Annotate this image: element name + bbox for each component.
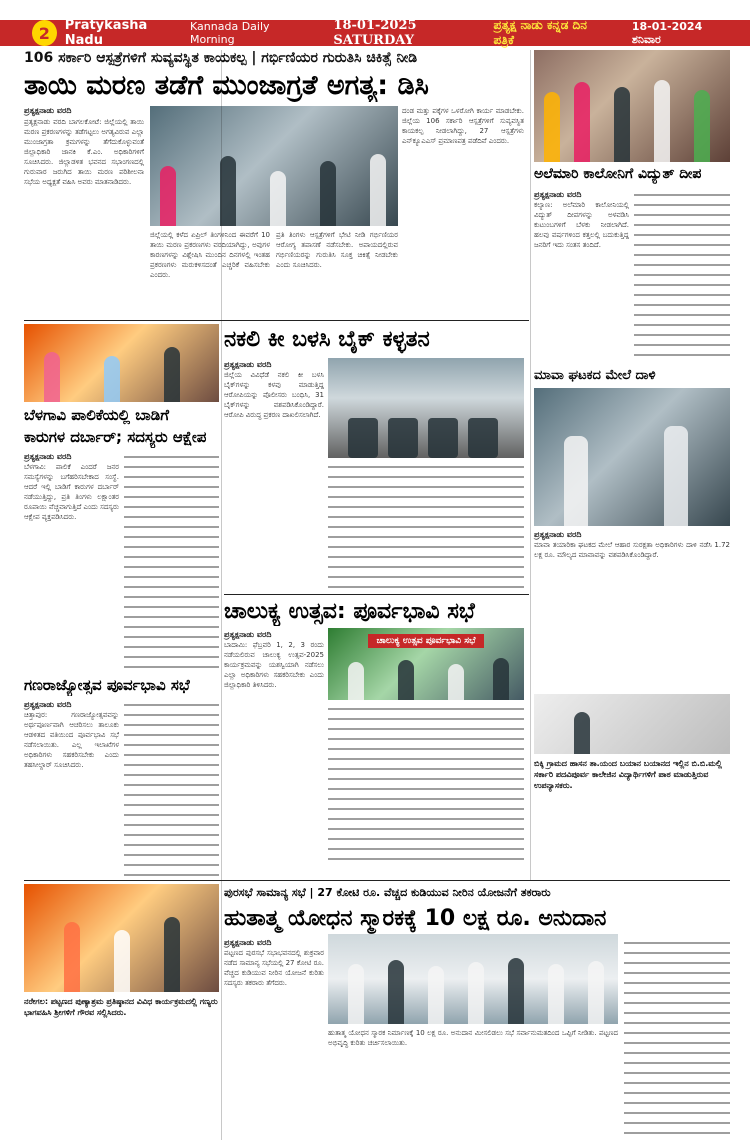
divider bbox=[24, 880, 730, 881]
column-rule bbox=[221, 50, 222, 1140]
paper-subtitle: Kannada Daily Morning bbox=[190, 20, 270, 46]
lead-headline: ತಾಯಿ ಮರಣ ತಡೆಗೆ ಮುಂಜಾಗ್ರತೆ ಅಗತ್ಯ: ಡಿಸಿ bbox=[24, 70, 429, 101]
kannada-date: 18-01-2024 ಶನಿವಾರ bbox=[631, 19, 703, 46]
purasabhe-kicker: ಪುರಸಭೆ ಸಾಮಾನ್ಯ ಸಭೆ | 27 ಕೋಟಿ ರೂ. ವೆಚ್ಚದ ಕುಡಿಯುವ ನೀರಿನ ಯೋಜನೆಗೆ ತಕರಾರು bbox=[224, 886, 551, 899]
ganaraj-byline: ಪ್ರತ್ಯಕ್ಷನಾಡು ವರದಿ bbox=[24, 700, 72, 709]
lead-text-col1: ಪ್ರತ್ಯಕ್ಷನಾಡು ವರದಿ ಬಾಗಲಕೋಟೆ: ಜಿಲ್ಲೆಯಲ್ಲಿ ತಾಯಿ ಮರಣ ಪ್ರಕರಣಗಳನ್ನು ತಡೆಗಟ್ಟಲು ಅಗತ್ಯವಿರುವ ಎಲ್ಲಾ ಮುಂಜಾಗ್ರತಾ ಕ್ರಮಗಳನ್ನು ತೆಗೆದುಕೊಳ್ಳುವಂತೆ ಜಿಲ್ಲಾಧಿಕಾರಿ ಜಾನಕಿ ಕೆ.ಎಂ. ಅಧಿಕಾರಿಗಳಿಗೆ ಸೂಚಿಸಿದರು. ಜಿಲ್ಲಾಡಳಿತ ಭವನದ ಸಭಾಂಗಣದಲ್ಲಿ ಗುರುವಾರ ಜರುಗಿದ ತಾಯಿ ಮರಣ ಪರಿಶೀಲನಾ ಸಭೆಯ ಅಧ್ಯಕ್ಷತೆ ವಹಿಸಿ ಅವರು ಮಾತನಾಡಿದರು. bbox=[24, 118, 144, 186]
ganaraj-text-col1: ಚಿತ್ತಾಪುರ: ಗಣರಾಜ್ಯೋತ್ಸವವನ್ನು ಅರ್ಥಪೂರ್ಣವಾಗಿ ಆಚರಿಸಲು ತಾಲೂಕು ಆಡಳಿತದ ವತಿಯಿಂದ ಪೂರ್ವಭಾವಿ ಸಭೆ ನಡೆಸಲಾಯಿತು. ಎಲ್ಲ ಇಲಾಖೆಗಳ ಅಧಿಕಾರಿಗಳು ಸಹಕರಿಸಬೇಕು ಎಂದು ತಹಸೀಲ್ದಾರ್ ಸೂಚಿಸಿದರು. bbox=[24, 711, 119, 769]
nakali-byline: ಪ್ರತ್ಯಕ್ಷನಾಡು ವರದಿ bbox=[224, 360, 272, 369]
alemari-text: ಕಲ್ಯಾಣ: ಅಲೆಮಾರಿ ಕಾಲೋನಿಯಲ್ಲಿ ವಿದ್ಯುತ್ ದೀಪಗಳನ್ನು ಅಳವಡಿಸಿ ಕುಟುಂಬಗಳಿಗೆ ಬೆಳಕು ನೀಡಲಾಗಿದೆ. ಹಲವು ವರ್ಷಗಳಿಂದ ಕತ್ತಲಲ್ಲಿ ಬದುಕುತ್ತಿದ್ದ ಜನರಿಗೆ ಇದು ಸಂತಸ ತಂದಿದೆ. bbox=[534, 201, 629, 249]
hutatma-byline: ಪ್ರತ್ಯಕ್ಷನಾಡು ವರದಿ bbox=[224, 938, 272, 947]
belagavi-text-col1: ಬೆಳಗಾವಿ: ಪಾಲಿಕೆ ಎಂದರೆ ಜನರ ಸಮಸ್ಯೆಗಳನ್ನು ಬಗೆಹರಿಸಬೇಕಾದ ಸಂಸ್ಥೆ. ಆದರೆ ಇಲ್ಲಿ ಬಾಡಿಗೆ ಕಾರುಗಳ ದರ್ಬಾರ್ ನಡೆಯುತ್ತಿದ್ದು, ಪ್ರತಿ ತಿಂಗಳು ಲಕ್ಷಾಂತರ ರೂಪಾಯಿ ವೆಚ್ಚವಾಗುತ್ತಿದೆ ಎಂದು ಸದಸ್ಯರು ಆಕ್ಷೇಪ ವ್ಯಕ್ತಪಡಿಸಿದರು. bbox=[24, 463, 119, 521]
mava-text: ಮಾವಾ ತಯಾರಿಕಾ ಘಟಕದ ಮೇಲೆ ಆಹಾರ ಸುರಕ್ಷತಾ ಅಧಿಕಾರಿಗಳು ದಾಳಿ ನಡೆಸಿ 1.72 ಲಕ್ಷ ರೂ. ಮೌಲ್ಯದ ಮಾವಾವನ್ನು ವಶಪಡಿಸಿಕೊಂಡಿದ್ದಾರೆ. bbox=[534, 541, 730, 559]
belagavi-byline: ಪ್ರತ್ಯಕ್ಷನಾಡು ವರದಿ bbox=[24, 452, 72, 461]
page-number: 2 bbox=[32, 20, 57, 46]
alemari-headline: ಅಲೆಮಾರಿ ಕಾಲೋನಿಗೆ ವಿದ್ಯುತ್ ದೀಪ bbox=[534, 166, 702, 182]
lead-text-col4: ದಂಡ ಮತ್ತು ಪಕ್ಕೆಗಳ ಒಳರೋಗಿ ಕಾರ್ಯ ಮಾಡಬೇಕು. ಜಿಲ್ಲೆಯ 106 ಸರ್ಕಾರಿ ಆಸ್ಪತ್ರೆಗಳಿಗೆ ಸುವ್ಯವಸ್ಥಿತ ಕಾಯಕಲ್ಪ ನೀಡಲಾಗಿದ್ದು, 27 ಆಸ್ಪತ್ರೆಗಳು ಎನ್‌ಕ್ಯೂಎಎಸ್ ಪ್ರಮಾಣಪತ್ರ ಪಡೆದಿವೆ ಎಂದರು. bbox=[402, 107, 524, 145]
alemari-text-col2 bbox=[634, 190, 730, 360]
lead-byline: ಪ್ರತ್ಯಕ್ಷನಾಡು ವರದಿ bbox=[24, 106, 72, 115]
divider bbox=[24, 320, 529, 321]
belagavi-photo bbox=[24, 324, 219, 402]
chalukya-banner: ಚಾಲುಕ್ಯ ಉತ್ಸವ ಪೂರ್ವಭಾವಿ ಸಭೆ bbox=[368, 634, 484, 648]
mava-byline: ಪ್ರತ್ಯಕ್ಷನಾಡು ವರದಿ bbox=[534, 530, 582, 539]
ganaraj-text-col2 bbox=[124, 700, 219, 880]
belagavi-headline-1: ಬೆಳಗಾವಿ ಪಾಲಿಕೆಯಲ್ಲಿ ಬಾಡಿಗೆ bbox=[24, 406, 169, 424]
purasabhe-text: ಪಟ್ಟಣದ ಪುರಸಭೆ ಸಭಾಭವನದಲ್ಲಿ ಶುಕ್ರವಾರ ನಡೆದ ಸಾಮಾನ್ಯ ಸಭೆಯಲ್ಲಿ 27 ಕೋಟಿ ರೂ. ವೆಚ್ಚದ ಕುಡಿಯುವ ನೀರಿನ ಯೋಜನೆ ಕುರಿತು ಸದಸ್ಯರು ತಕರಾರು ತೆಗೆದರು. bbox=[224, 949, 324, 987]
alemari-byline: ಪ್ರತ್ಯಕ್ಷನಾಡು ವರದಿ bbox=[534, 190, 582, 199]
hutatma-headline: ಹುತಾತ್ಮ ಯೋಧನ ಸ್ಮಾರಕಕ್ಕೆ 10 ಲಕ್ಷ ರೂ. ಅನುದಾನ bbox=[224, 906, 607, 931]
lead-photo bbox=[150, 106, 398, 226]
alemari-photo bbox=[534, 50, 730, 162]
nakali-photo bbox=[328, 358, 524, 458]
masthead bbox=[0, 20, 750, 46]
chalukya-byline: ಪ್ರತ್ಯಕ್ಷನಾಡು ವರದಿ bbox=[224, 630, 272, 639]
classroom-photo bbox=[534, 694, 730, 754]
nakali-text-cols bbox=[328, 462, 524, 590]
belagavi-text-col2 bbox=[124, 452, 219, 672]
nargal-caption: ನರೇಗಲ: ಪಟ್ಟಣದ ಪುಣ್ಯಾಶ್ರಮ ಪ್ರತಿಷ್ಠಾನದ ವಿವಿಧ ಕಾರ್ಯಕ್ರಮದಲ್ಲಿ ಗಣ್ಯರು ಭಾಗವಹಿಸಿ ಶ್ರೀಗಳಿಗೆ ಗೌರವ ಸಲ್ಲಿಸಿದರು. bbox=[24, 997, 218, 1017]
chalukya-text: ಬಾದಾಮಿ: ಫೆಬ್ರವರಿ 1, 2, 3 ರಂದು ನಡೆಯಲಿರುವ ಚಾಲುಕ್ಯ ಉತ್ಸವ-2025 ಕಾರ್ಯಕ್ರಮವನ್ನು ಯಶಸ್ವಿಯಾಗಿ ನಡೆಸಲು ಎಲ್ಲಾ ಅಧಿಕಾರಿಗಳು ಸಹಕರಿಸಬೇಕು ಎಂದು ಜಿಲ್ಲಾಧಿಕಾರಿ ತಿಳಿಸಿದರು. bbox=[224, 641, 324, 689]
paper-name: Pratykasha Nadu bbox=[64, 18, 148, 48]
classroom-caption: ಬಿಕ್ಕಿ ಗ್ರಾಮದ ಹಾಸನ ತಾ.ಯಂದ ಬಯಾನ ಬಯಾನದ ಇಲ್ಲಿನ ಬಿ.ಬಿ.ಮಲ್ಲಿ ಸರ್ಕಾರಿ ಪದವಿಪೂರ್ವ ಕಾಲೇಜಿನ ವಿದ್ಯಾರ್ಥಿಗಳಿಗೆ ಪಾಠ ಮಾಡುತ್ತಿರುವ ಉಪನ್ಯಾಸಕರು. bbox=[534, 759, 722, 790]
chalukya-headline: ಚಾಲುಕ್ಯ ಉತ್ಸವ: ಪೂರ್ವಭಾವಿ ಸಭೆ bbox=[224, 599, 475, 624]
hutatma-photo bbox=[328, 934, 618, 1024]
issue-date: 18-01-2025 SATURDAY bbox=[333, 18, 417, 48]
nargal-photo bbox=[24, 884, 219, 992]
ganaraj-headline: ಗಣರಾಜ್ಯೋತ್ಸವ ಪೂರ್ವಭಾವಿ ಸಭೆ bbox=[24, 676, 190, 694]
lead-text-col3: ಪ್ರತಿ ತಿಂಗಳು ಆಸ್ಪತ್ರೆಗಳಿಗೆ ಭೇಟಿ ನೀಡಿ ಗರ್ಭಿಣಿಯರ ಆರೋಗ್ಯ ತಪಾಸಣೆ ನಡೆಸಬೇಕು. ಅಪಾಯದಲ್ಲಿರುವ ಗರ್ಭಿಣಿಯರನ್ನು ಗುರುತಿಸಿ ಸೂಕ್ತ ಚಿಕಿತ್ಸೆ ನೀಡಬೇಕು ಎಂದು ಸೂಚಿಸಿದರು. bbox=[276, 231, 398, 269]
mava-photo bbox=[534, 388, 730, 526]
kannada-title: ಪ್ರತ್ಯಕ್ಷ ನಾಡು ಕನ್ನಡ ದಿನ ಪತ್ರಿಕೆ bbox=[493, 18, 587, 47]
hutatma-text-col bbox=[624, 938, 730, 1138]
nakali-text: ಜಿಲ್ಲೆಯ ವಿವಿಧೆಡೆ ನಕಲಿ ಕೀ ಬಳಸಿ ಬೈಕ್‌ಗಳನ್ನು ಕಳವು ಮಾಡುತ್ತಿದ್ದ ಆರೋಪಿಯನ್ನು ಪೊಲೀಸರು ಬಂಧಿಸಿ, 31 ಬೈಕ್‌ಗಳನ್ನು ವಶಪಡಿಸಿಕೊಂಡಿದ್ದಾರೆ. ಆರೋಪಿ ವಿರುದ್ಧ ಪ್ರಕರಣ ದಾಖಲಿಸಲಾಗಿದೆ. bbox=[224, 371, 324, 419]
divider bbox=[224, 594, 529, 595]
lead-text-col2: ಜಿಲ್ಲೆಯಲ್ಲಿ ಕಳೆದ ಏಪ್ರಿಲ್ ತಿಂಗಳಿನಿಂದ ಈವರೆಗೆ 10 ತಾಯಿ ಮರಣ ಪ್ರಕರಣಗಳು ವರದಿಯಾಗಿದ್ದು, ಅವುಗಳ ಕಾರಣಗಳನ್ನು ವಿಶ್ಲೇಷಿಸಿ ಮುಂದಿನ ದಿನಗಳಲ್ಲಿ ಇಂತಹ ಪ್ರಕರಣಗಳು ಮರುಕಳಿಸದಂತೆ ಎಚ್ಚರಿಕೆ ವಹಿಸಬೇಕು ಎಂದರು. bbox=[150, 231, 270, 279]
nakali-headline: ನಕಲಿ ಕೀ ಬಳಸಿ ಬೈಕ್ ಕಳ್ಳತನ bbox=[224, 327, 430, 352]
chalukya-photo bbox=[328, 628, 524, 700]
lead-kicker: 106 ಸರ್ಕಾರಿ ಆಸ್ಪತ್ರೆಗಳಿಗೆ ಸುವ್ಯವಸ್ಥಿತ ಕಾಯಕಲ್ಪ | ಗರ್ಭಿಣಿಯರ ಗುರುತಿಸಿ ಚಿಕಿತ್ಸೆ ನೀಡಿ bbox=[24, 50, 418, 66]
hutatma-text: ಹುತಾತ್ಮ ಯೋಧನ ಸ್ಮಾರಕ ನಿರ್ಮಾಣಕ್ಕೆ 10 ಲಕ್ಷ ರೂ. ಅನುದಾನ ಮೀಸಲಿಡಲು ಸಭೆ ಸರ್ವಾನುಮತದಿಂದ ಒಪ್ಪಿಗೆ ನೀಡಿತು. ಪಟ್ಟಣದ ಅಭಿವೃದ್ಧಿ ಕುರಿತು ಚರ್ಚಿಸಲಾಯಿತು. bbox=[328, 1029, 618, 1047]
mava-headline: ಮಾವಾ ಘಟಕದ ಮೇಲೆ ದಾಳಿ bbox=[534, 365, 730, 385]
belagavi-headline-2: ಕಾರುಗಳ ದರ್ಬಾರ್; ಸದಸ್ಯರು ಆಕ್ಷೇಪ bbox=[24, 428, 207, 446]
column-rule bbox=[530, 50, 531, 880]
chalukya-text-cols bbox=[328, 704, 524, 860]
